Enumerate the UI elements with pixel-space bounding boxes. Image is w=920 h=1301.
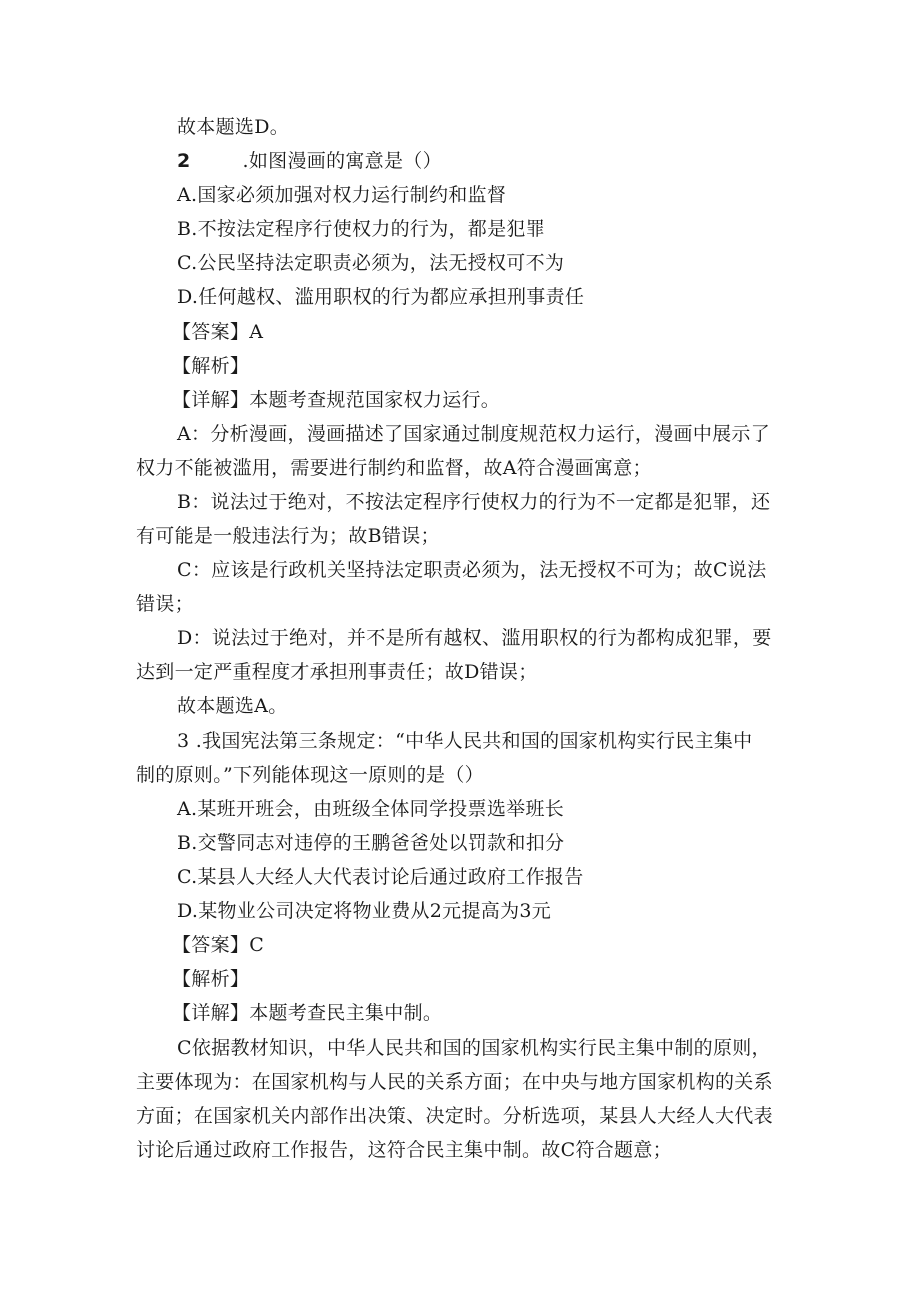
explanation-line: 主要体现为：在国家机构与人民的关系方面；在中央与地方国家机构的关系 bbox=[136, 1071, 773, 1093]
explanation-line: 错误； bbox=[136, 593, 194, 615]
option-c: C.公民坚持法定职责必须为，法无授权可不为 bbox=[177, 252, 565, 274]
explanation-line: 有可能是一般违法行为；故B错误； bbox=[136, 525, 440, 547]
explanation-line: 权力不能被滥用，需要进行制约和监督，故A符合漫画寓意； bbox=[136, 457, 652, 479]
option-d: D.任何越权、滥用职权的行为都应承担刑事责任 bbox=[177, 286, 585, 308]
answer-label: 【答案】A bbox=[172, 321, 264, 343]
detail-label: 【详解】本题考查民主集中制。 bbox=[172, 1002, 443, 1024]
question-3-stem-cont: 制的原则。”下列能体现这一原则的是（） bbox=[136, 764, 484, 786]
explanation-line: B：说法过于绝对，不按法定程序行使权力的行为不一定都是犯罪，还 bbox=[177, 491, 771, 513]
text-line: 故本题选A。 bbox=[177, 695, 288, 717]
analysis-label: 【解析】 bbox=[172, 968, 250, 990]
analysis-label: 【解析】 bbox=[172, 355, 250, 377]
question-2-stem bbox=[177, 149, 442, 173]
option-d: D.某物业公司决定将物业费从2元提高为3元 bbox=[177, 900, 552, 922]
option-b: B.交警同志对违停的王鹏爸爸处以罚款和扣分 bbox=[177, 832, 565, 854]
option-b: B.不按法定程序行使权力的行为，都是犯罪 bbox=[177, 218, 546, 240]
explanation-line: D：说法过于绝对，并不是所有越权、滥用职权的行为都构成犯罪，要 bbox=[177, 627, 772, 649]
question-text: .如图漫画的寓意是（） bbox=[242, 150, 442, 172]
explanation-line: 讨论后通过政府工作报告，这符合民主集中制。故C符合题意； bbox=[136, 1139, 672, 1161]
option-a: A.某班开班会，由班级全体同学投票选举班长 bbox=[177, 798, 565, 820]
explanation-line: C依据教材知识，中华人民共和国的国家机构实行民主集中制的原则， bbox=[177, 1037, 771, 1059]
option-c: C.某县人大经人大代表讨论后通过政府工作报告 bbox=[177, 866, 584, 888]
explanation-line: 方面；在国家机关内部作出决策、决定时。分析选项，某县人大经人大代表 bbox=[136, 1105, 773, 1127]
question-number: 2 bbox=[177, 150, 191, 172]
option-a: A.国家必须加强对权力运行制约和监督 bbox=[177, 184, 507, 206]
detail-label: 【详解】本题考查规范国家权力运行。 bbox=[172, 389, 501, 411]
explanation-line: A：分析漫画，漫画描述了国家通过制度规范权力运行，漫画中展示了 bbox=[177, 423, 771, 445]
question-3-stem: 3 .我国宪法第三条规定：“中华人民共和国的国家机构实行民主集中 bbox=[177, 730, 753, 752]
explanation-line: 达到一定严重程度才承担刑事责任；故D错误； bbox=[136, 661, 538, 683]
answer-label: 【答案】C bbox=[172, 934, 265, 956]
text-line: 故本题选D。 bbox=[177, 116, 290, 138]
explanation-line: C：应该是行政机关坚持法定职责必须为，法无授权不可为；故C说法 bbox=[177, 559, 767, 581]
